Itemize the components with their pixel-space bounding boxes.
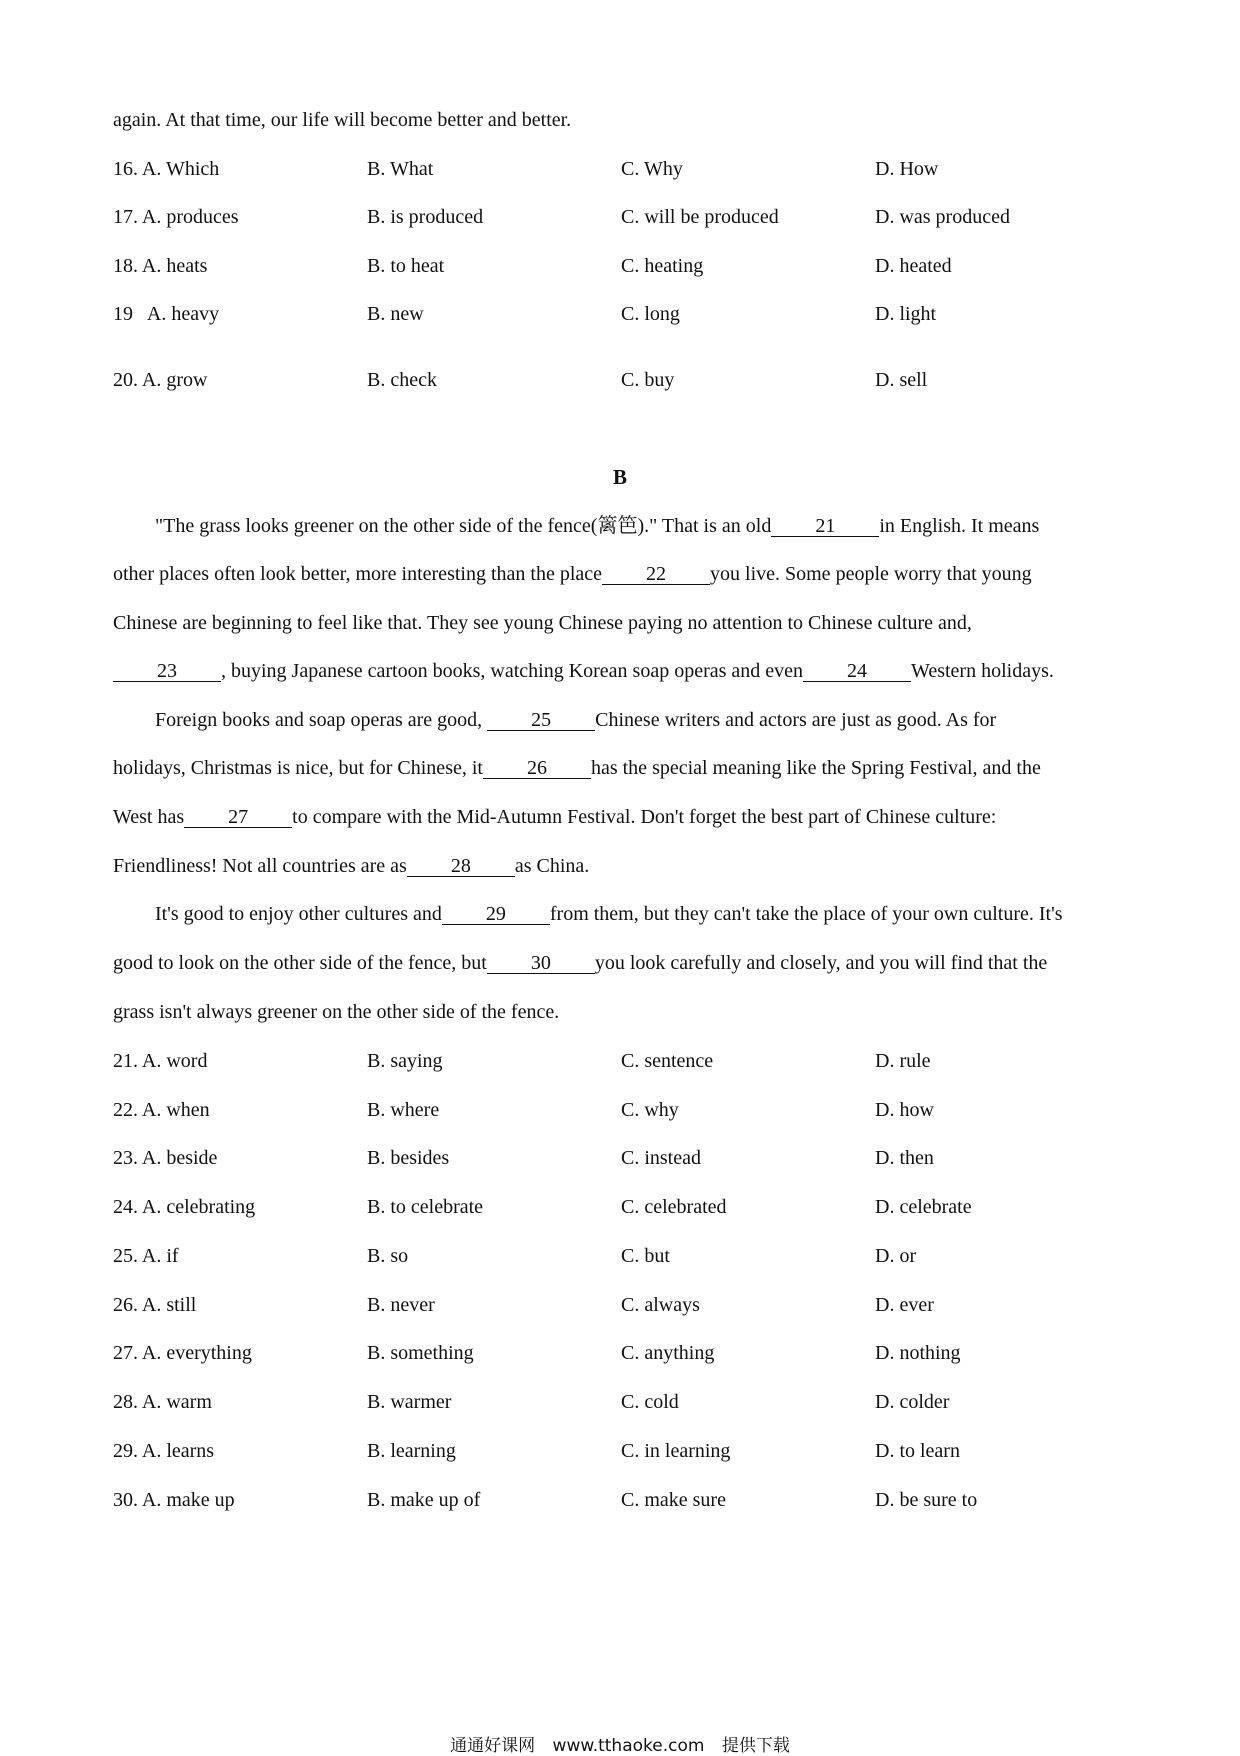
option-d: D. colder <box>875 1391 950 1413</box>
passage-text: Foreign books and soap operas are good, <box>155 709 483 731</box>
option-b: B. is produced <box>367 206 484 228</box>
passage-text: other places often look better, more interesting than the place <box>113 563 603 585</box>
option-d: D. be sure to <box>875 1489 978 1511</box>
passage-line <box>155 514 1128 538</box>
question-16-options <box>113 157 1133 181</box>
page-footer <box>0 1731 1240 1756</box>
option-c: C. in learning <box>621 1440 731 1462</box>
option-a: 17. A. produces <box>113 206 239 228</box>
option-a: 20. A. grow <box>113 369 208 391</box>
option-b: B. where <box>367 1099 440 1121</box>
option-a: 16. A. Which <box>113 158 220 180</box>
option-a: 30. A. make up <box>113 1489 235 1511</box>
blank-29: 29 <box>442 904 550 925</box>
passage-line <box>113 659 1128 683</box>
option-a: 18. A. heats <box>113 255 208 277</box>
option-d: D. How <box>875 158 939 180</box>
option-d: D. nothing <box>875 1342 961 1364</box>
option-d: D. heated <box>875 255 952 277</box>
passage-text: , buying Japanese cartoon books, watching Korean soap operas and even <box>221 660 804 682</box>
passage-text: in English. It means <box>879 515 1040 537</box>
passage-text: Friendliness! Not all countries are as <box>113 855 407 877</box>
blank-27: 27 <box>184 807 292 828</box>
passage-text: you live. Some people worry that young <box>710 563 1032 585</box>
footer-note: 提供下载 <box>721 1736 790 1756</box>
blank-23: 23 <box>113 661 221 682</box>
question-27-options <box>113 1341 1133 1365</box>
option-d: D. sell <box>875 369 928 391</box>
passage-text: good to look on the other side of the fence, but <box>113 952 487 974</box>
blank-22: 22 <box>602 564 710 585</box>
question-25-options <box>113 1244 1133 1268</box>
option-b: B. never <box>367 1294 435 1316</box>
option-b: B. make up of <box>367 1489 481 1511</box>
passage-text: to compare with the Mid-Autumn Festival. Don't forget the best part of Chinese culture: <box>292 806 997 828</box>
option-d: D. or <box>875 1245 917 1267</box>
passage-text: Western holidays. <box>911 660 1054 682</box>
option-a: 27. A. everything <box>113 1342 252 1364</box>
blank-28: 28 <box>407 856 515 877</box>
option-a: 21. A. word <box>113 1050 208 1072</box>
option-c: C. will be produced <box>621 206 779 228</box>
passage-text: you look carefully and closely, and you will find that the <box>594 952 1048 974</box>
option-a: 24. A. celebrating <box>113 1196 256 1218</box>
question-26-options <box>113 1293 1133 1317</box>
passage-text: It's good to enjoy other cultures and <box>155 903 442 925</box>
option-c: C. cold <box>621 1391 679 1413</box>
passage-line: Chinese are beginning to feel like that. They see young Chinese paying no attention to Chinese culture and, <box>113 612 972 634</box>
option-c: C. always <box>621 1294 700 1316</box>
option-d: D. rule <box>875 1050 931 1072</box>
option-c: C. long <box>621 303 680 325</box>
passage-line: grass isn't always greener on the other side of the fence. <box>113 1001 560 1023</box>
option-c: C. but <box>621 1245 670 1267</box>
passage-text: West has <box>113 806 185 828</box>
blank-30: 30 <box>487 953 595 974</box>
option-a: 19 A. heavy <box>113 303 220 325</box>
passage-text: has the special meaning like the Spring Festival, and the <box>590 757 1041 779</box>
option-a: 26. A. still <box>113 1294 197 1316</box>
question-17-options <box>113 205 1133 229</box>
option-b: B. to celebrate <box>367 1196 484 1218</box>
option-c: C. celebrated <box>621 1196 727 1218</box>
passage-text: "The grass looks greener on the other side of the fence(篱笆)." That is an old <box>155 515 772 537</box>
passage-line <box>155 902 1128 926</box>
blank-26: 26 <box>483 758 591 779</box>
passage-text: Chinese writers and actors are just as good. As for <box>595 709 997 731</box>
passage-line <box>113 756 1128 780</box>
question-22-options <box>113 1098 1133 1122</box>
option-d: D. celebrate <box>875 1196 972 1218</box>
passage-line <box>113 805 1128 829</box>
option-c: C. make sure <box>621 1489 726 1511</box>
passage-line <box>155 708 1128 732</box>
option-d: D. was produced <box>875 206 1010 228</box>
option-d: D. ever <box>875 1294 934 1316</box>
question-19-options <box>113 302 1133 326</box>
option-d: D. to learn <box>875 1440 960 1462</box>
passage-text: holidays, Christmas is nice, but for Chinese, it <box>113 757 483 779</box>
option-c: C. anything <box>621 1342 715 1364</box>
blank-21: 21 <box>771 516 879 537</box>
option-b: B. saying <box>367 1050 443 1072</box>
option-d: D. then <box>875 1147 934 1169</box>
option-a: 22. A. when <box>113 1099 210 1121</box>
passage-line <box>113 854 1128 878</box>
section-b-title: B <box>612 465 627 489</box>
option-b: B. besides <box>367 1147 450 1169</box>
option-d: D. how <box>875 1099 934 1121</box>
question-21-options <box>113 1049 1133 1073</box>
option-a: 28. A. warm <box>113 1391 212 1413</box>
option-b: B. to heat <box>367 255 445 277</box>
option-c: C. instead <box>621 1147 701 1169</box>
option-d: D. light <box>875 303 937 325</box>
option-c: C. buy <box>621 369 675 391</box>
option-a: 25. A. if <box>113 1245 179 1267</box>
option-c: C. why <box>621 1099 679 1121</box>
passage-line <box>113 951 1128 975</box>
option-b: B. new <box>367 303 424 325</box>
question-23-options <box>113 1146 1133 1170</box>
blank-25: 25 <box>487 710 595 731</box>
option-b: B. something <box>367 1342 474 1364</box>
option-b: B. check <box>367 369 437 391</box>
option-c: C. heating <box>621 255 704 277</box>
question-29-options <box>113 1439 1133 1463</box>
passage-text: as China. <box>514 855 590 877</box>
option-c: C. sentence <box>621 1050 714 1072</box>
blank-24: 24 <box>803 661 911 682</box>
option-b: B. What <box>367 158 434 180</box>
footer-url[interactable]: www.tthaoke.com <box>552 1736 705 1756</box>
question-28-options <box>113 1390 1133 1414</box>
question-20-options <box>113 368 1133 392</box>
option-c: C. Why <box>621 158 683 180</box>
option-a: 23. A. beside <box>113 1147 218 1169</box>
passage-line <box>113 562 1128 586</box>
intro-line: again. At that time, our life will become better and better. <box>113 109 572 131</box>
option-b: B. so <box>367 1245 409 1267</box>
question-30-options <box>113 1488 1133 1512</box>
question-24-options <box>113 1195 1133 1219</box>
question-18-options <box>113 254 1133 278</box>
option-b: B. learning <box>367 1440 456 1462</box>
option-a: 29. A. learns <box>113 1440 215 1462</box>
passage-text: from them, but they can't take the place of your own culture. It's <box>549 903 1063 925</box>
footer-site-name: 通通好课网 <box>450 1736 536 1756</box>
option-b: B. warmer <box>367 1391 452 1413</box>
